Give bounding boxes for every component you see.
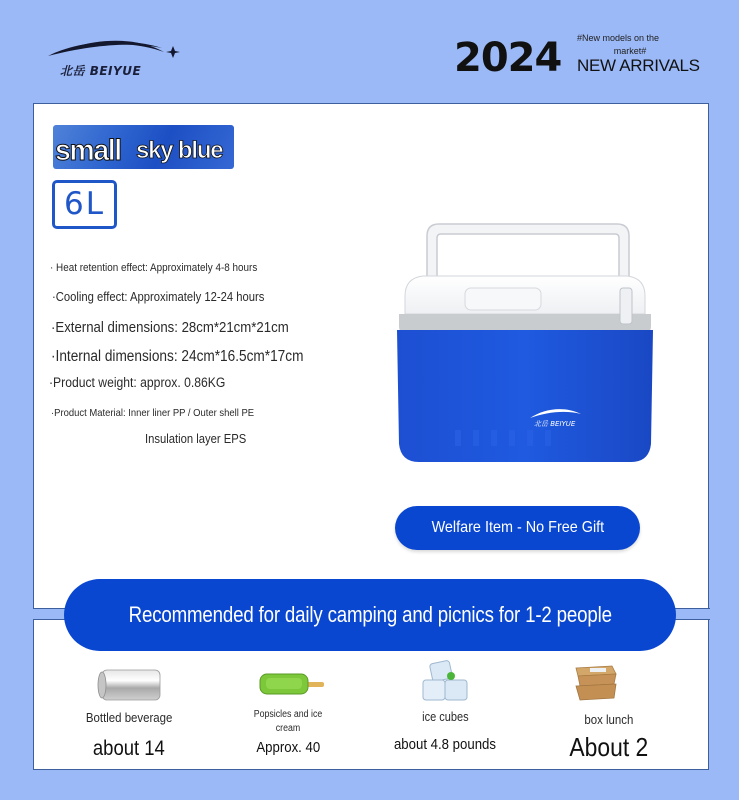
capacity-item-popsicle <box>238 660 338 770</box>
lunch-box-icon <box>572 660 618 702</box>
tagline-line1: #New models on the <box>577 33 660 43</box>
size-label: small <box>55 134 121 167</box>
spec-weight: ·Product weight: approx. 0.86KG <box>49 375 226 390</box>
capacity-item-lunch <box>554 658 664 770</box>
capacity-label-beverage: Bottled beverage <box>85 710 173 725</box>
capacity-value-lunch: About 2 <box>569 732 649 762</box>
capacity-label-ice: ice cubes <box>421 710 469 724</box>
spec-internal-dimensions: ·Internal dimensions: 24cm*16.5cm*17cm <box>51 348 304 365</box>
cooler-box-icon <box>395 218 655 468</box>
can-icon <box>96 668 162 702</box>
brand-logo <box>44 34 184 82</box>
tagline-line2: market# <box>613 46 647 56</box>
color-label: sky blue <box>136 137 223 164</box>
capacity-badge: 6L <box>52 180 117 229</box>
spec-heat-retention: · Heat retention effect: Approximately 4-8 hours <box>50 262 258 274</box>
capacity-item-ice <box>385 658 505 770</box>
new-arrivals-label: NEW ARRIVALS <box>577 56 700 75</box>
spec-cooling: ·Cooling effect: Approximately 12-24 hours <box>52 290 265 304</box>
capacity-item-beverage <box>70 660 188 770</box>
capacity-label-lunch: box lunch <box>584 712 634 727</box>
spec-material: ·Product Material: Inner liner PP / Outer shell PE <box>51 407 255 419</box>
cooler-product-image <box>395 218 655 468</box>
ice-cubes-icon <box>421 660 469 704</box>
year-label: 2024 <box>454 35 562 81</box>
welfare-item-button[interactable]: Welfare Item - No Free Gift <box>395 506 640 550</box>
brand-name: 北岳 BEIYUE <box>60 64 142 78</box>
recommendation-banner: Recommended for daily camping and picnics for 1-2 people <box>64 579 676 651</box>
svg-text:北岳 BEIYUE: 北岳 BEIYUE <box>534 420 576 428</box>
popsicle-icon <box>258 672 326 698</box>
header <box>0 0 739 100</box>
capacity-value-popsicle: Approx. 40 <box>256 739 320 756</box>
capacity-value-ice: about 4.8 pounds <box>393 736 497 753</box>
capacity-value-beverage: about 14 <box>93 737 165 760</box>
capacity-label-popsicle: Popsicles and ice cream <box>253 709 323 734</box>
size-color-badge <box>53 125 234 169</box>
spec-external-dimensions: ·External dimensions: 28cm*21cm*21cm <box>51 319 289 336</box>
spec-insulation: Insulation layer EPS <box>145 432 247 446</box>
